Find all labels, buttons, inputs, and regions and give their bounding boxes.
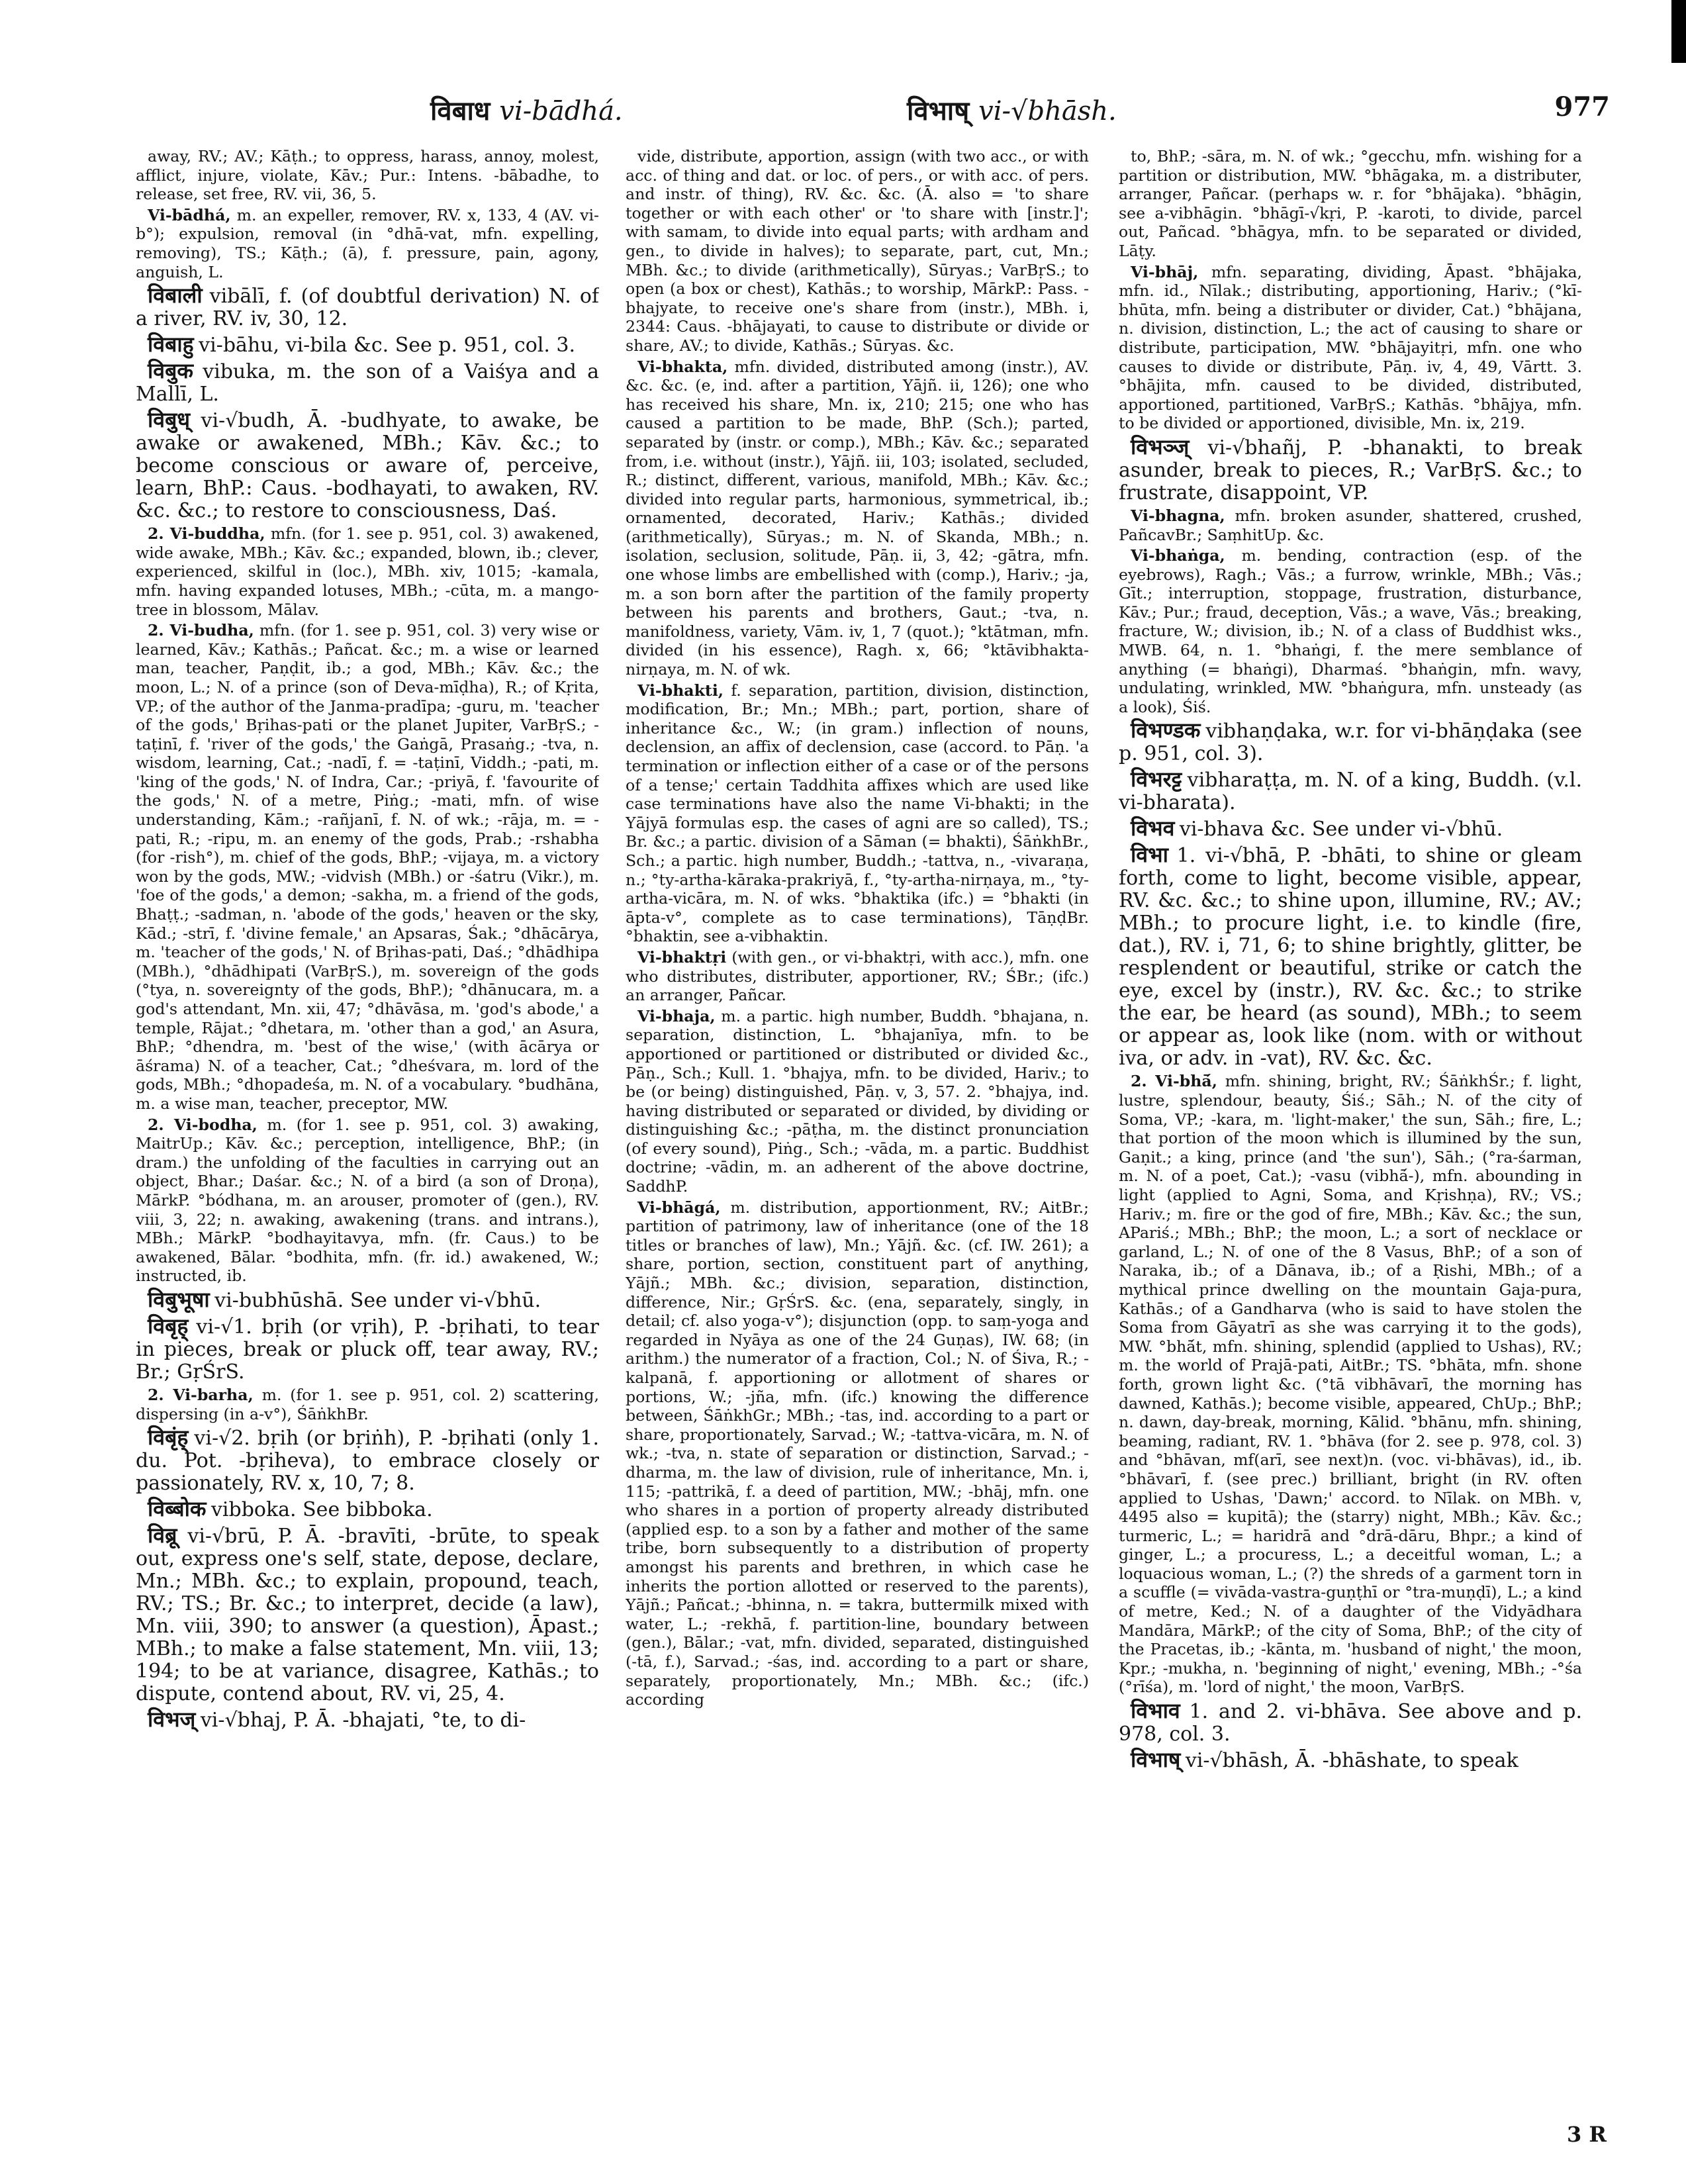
dictionary-entry [136,334,599,357]
dictionary-entry [1119,720,1582,765]
dictionary-entry [626,681,1089,946]
page-header [0,91,1686,138]
entry-headword: विबाहु [148,332,194,357]
entry-definition: m. distribution, apportionment, RV.; AitBr.; partition of patrimony, law of inheritance (one of the 18 titles or branches of law), Mn.; Yājñ. &c. (cf. IW. 261); a share, portion, section, constituent part of anything, Yājñ.; MBh. &c.; division, separation, distinction, difference, Nir.; GṛŚrS. &c. (ena, separately, singly, in detail; cf. also yoga-v°); disjunction (opp. to saṃ-yoga and regarded in Nyāya as one of the 24 Guṇas), IW. 68; (in arithm.) the numerator of a fraction, Col.; N. of Śiva, R.; -kalpanā, f. apportioning or allotment of shares or portions, W.; -jña, mfn. (ifc.) knowing the difference between, ŚāṅkhGr.; MBh.; -tas, ind. according to a part or share, proportionately, Sarvad.; W.; -tattva-vicāra, m. N. of wk.; -tva, n. state of separation or distinction, Sarvad.; -dharma, m. the law of division, rule of inheritance, Mn. i, 115; -pattrikā, f. a deed of partition, MW.; -bhāj, mfn. one who shares in a portion of property already distributed (applied esp. to a son by a father and mother of the same tribe, born subsequently to a distribution of property amongst his parents and brethren, in which case he inherits the portion allotted or reserved to the parents), Yājñ.; Pañcat.; -bhinna, n. = takra, buttermilk mixed with water, L.; -rekhā, f. partition-line, boundary between (gen.), Bālar.; -vat, mfn. divided, separated, distinguished (-tā, f.), Sarvad.; -śas, ind. according to a part or share, separately, proportionately, Mn.; MBh. &c.; (ifc.) according [626,1198,1089,1709]
entry-definition: vibboka. See bibboka. [211,1498,433,1522]
entry-headword: 2. Vi-bhā́, [1131,1072,1217,1091]
dictionary-entry [136,1116,599,1286]
left-head-devanagari: विबाध [430,95,491,126]
entry-definition: mfn. (for 1. see p. 951, col. 3) very wise or learned, Kāv.; Kathās.; Pañcat. &c.; m. a wise or learned man, teacher, Paṇḍit, ib.; a god, MBh.; Kāv. &c.; the moon, L.; N. of a prince (son of Deva-mīḍha), R.; of Kṛita, VP.; of the author of the Janma-pradīpa; -guru, m. 'teacher of the gods,' Bṛihas-pati or the planet Jupiter, VarBṛS.; -taṭinī, f. 'river of the gods,' the Gaṅgā, Prasaṅg.; -tva, n. wisdom, learning, Cat.; -nadī, f. = -taṭinī, Viddh.; -pati, m. 'king of the gods,' N. of Indra, Car.; -priyā, f. 'favourite of the gods,' N. of a metre, Piṅg.; -mati, mfn. of wise understanding, Kām.; -rañjanī, f. N. of wk.; -rāja, m. = -pati, R.; -ripu, m. an enemy of the gods, Prab.; -rshabha (for -rish°), m. chief of the gods, BhP.; -vijaya, m. a victory won by the gods, MW.; -vidvish (MBh.) or -śatru (Vikr.), m. 'foe of the gods,' a demon; -sakha, m. a friend of the gods, Bhaṭṭ.; -sadman, n. 'abode of the gods,' heaven or the sky, Kād.; -strī, f. 'divine female,' an Apsaras, Śak.; °dhācārya, m. 'teacher of the gods,' N. of Bṛihas-pati, Daś.; °dhādhipa (MBh.), °dhādhipati (VarBṛS.), m. sovereign of the gods (°tya, n. sovereignty of the gods, BhP.); °dhānucara, m. a god's attendant, Mn. xii, 47; °dhāvāsa, m. 'god's abode,' a temple, Rājat.; °dhetara, m. 'other than a god,' an Asura, BhP.; °dhendra, m. 'best of the wise,' (with ācārya or āśrama) N. of a teacher, Cat.; °dheśvara, m. lord of the gods, MBh.; °dhopadeśa, m. N. of a vocabulary. °budhāna, m. a wise man, teacher, preceptor, MW. [136,621,599,1113]
entry-definition: m. (for 1. see p. 951, col. 2) scattering, dispersing (in a-v°), ŚāṅkhBr. [136,1385,599,1423]
entry-headword: Vi-bhāgá, [637,1198,721,1217]
entry-headword: विबृह् [148,1313,189,1339]
entry-headword: विबाली [148,283,203,309]
entry-headword: 2. Vi-budha, [148,621,254,640]
left-head-translit: vi-bādhá. [499,96,623,126]
entry-headword: विभरट्ट [1131,767,1182,792]
entry-definition: vi-√bhāsh, Ā. -bhāshate, to speak [1185,1749,1519,1773]
entry-definition: vi-√bhaj, P. Ā. -bhajati, °te, to di- [200,1709,526,1733]
dictionary-columns [136,147,1582,2120]
entry-headword: Vi-bhakti, [637,681,724,700]
dictionary-entry [626,357,1089,679]
entry-headword: विबुध् [148,407,191,433]
dictionary-entry [136,524,599,619]
dictionary-entry [1119,434,1582,504]
entry-headword: Vi-bhaja, [637,1006,716,1025]
entry-definition: vi-bubhūshā. See under vi-√bhū. [214,1288,541,1312]
scan-edge-mark [1671,0,1686,63]
entry-definition: vibhaṇḍaka, w.r. for vi-bhāṇḍaka (see p. 951, col. 3). [1119,720,1582,766]
page-number: 977 [1554,91,1610,122]
dictionary-entry [136,1386,599,1423]
dictionary-entry [136,206,599,281]
entry-headword: विबुक [148,358,193,384]
entry-headword: Vi-bhaktṛi [637,947,727,967]
entry-definition: mfn. broken asunder, shattered, crushed, PañcavBr.; SaṃhitUp. &c. [1119,506,1582,544]
entry-definition: 1. and 2. vi-bhāva. See above and p. 978, col. 3. [1119,1700,1582,1746]
entry-headword: विभज् [148,1707,196,1733]
dictionary-entry [1119,263,1582,433]
entry-definition: vi-bhava &c. See under vi-√bhū. [1179,818,1503,841]
entry-definition: m. a partic. high number, Buddh. °bhajana, n. separation, distinction, L. °bhajanīya, mfn. to be apportioned or partitioned or distributed or divided &c., Pāṇ., Sch.; Kull. 1. °bhajya, mfn. to be divided, Hariv.; to be (or being) distinguished, Pāṇ. v, 3, 57. 2. °bhajya, ind. having distributed or separated or divided, by dividing or distinguishing &c.; -pāṭha, m. the distinct pronunciation (of every sound), Piṅg., Sch.; -vāda, m. a partic. Buddhist doctrine; -vādin, m. an adherent of the above doctrine, SaddhP. [626,1006,1089,1196]
right-head-devanagari: विभाष् [907,95,970,126]
entry-definition: vi-√2. bṛih (or bṛiṅh), P. -bṛihati (only 1. du. Pot. -bṛiheva), to embrace closely or passionately, RV. x, 10, 7; 8. [136,1427,599,1496]
entry-definition: vi-√budh, Ā. -budhyate, to awake, be awake or awakened, MBh.; Kāv. &c.; to become conscious or aware of, perceive, learn, BhP.: Caus. -bodhayati, to awaken, RV. &c. &c.; to restore to consciousness, Daś. [136,409,599,523]
entry-definition: vi-√bhañj, P. -bhanakti, to break asunder, break to pieces, R.; VarBṛS. &c.; to frustrate, disappoint, VP. [1119,436,1582,504]
entry-definition: vibharaṭṭa, m. N. of a king, Buddh. (v.l. vi-bharata). [1119,769,1582,815]
dictionary-entry [136,1709,599,1732]
dictionary-entry [626,147,1089,356]
dictionary-entry [136,1525,599,1705]
dictionary-entry [1119,1698,1582,1746]
entry-headword: 2. Vi-barha, [148,1385,254,1404]
entry-definition: m. (for 1. see p. 951, col. 3) awaking, MaitrUp.; Kāv. &c.; perception, intelligence, BhP.; (in dram.) the unfolding of the faculties in carrying out an object, Bhar.; Daśar. &c.; N. of a bird (a son of Droṇa), MārkP. °bódhana, m. an arouser, promoter of (gen.), RV. viii, 3, 22; n. awaking, awakening (trans. and intrans.), MBh.; MārkP. °bodhayitavya, mfn. (fr. Caus.) to be awakened, Bālar. °bodhita, mfn. (fr. id.) awakened, W.; instructed, ib. [136,1115,599,1286]
entry-headword: विबृंह् [148,1425,189,1450]
entry-headword: 2. Vi-bodha, [148,1115,258,1134]
column-2 [626,147,1089,2107]
entry-definition: mfn. divided, distributed among (instr.), AV. &c. &c. (e, ind. after a partition, Yājñ. ii, 126); one who has received his share, Mn. ix, 210; 215; one who has caused a partition to be made, BhP. (Sch.); parted, separated by (instr. or comp.), MBh.; Kāv. &c.; separated from, i.e. without (instr.), Yājñ. iii, 103; isolated, secluded, R.; distinct, different, various, manifold, MBh.; Kāv. &c.; divided into regular parts, harmonious, symmetrical, ib.; ornamented, decorated, Hariv.; Kathās.; divided (arithmetically), Sūryas.; m. N. of Skanda, MBh.; n. isolation, seclusion, solitude, Pāṇ. ii, 3, 42; -gātra, mfn. one whose limbs are embellished with (comp.), Hariv.; -ja, m. a son born after the partition of the family property between his parents and brothers, Gaut.; -tva, n. manifoldness, variety, Vām. iv, 1, 7 (quot.); °ktātman, mfn. divided (in his essence), Ragh. x, 66; °ktāvibhakta-nirṇaya, m. N. of wk. [626,357,1089,679]
entry-definition: vibuka, m. the son of a Vaiśya and a Mallī, L. [136,360,599,406]
entry-headword: विभव [1131,816,1175,841]
dictionary-entry [136,1313,599,1384]
entry-headword: Vi-bādhá, [148,205,231,224]
right-head-translit: vi-√bhāsh. [978,96,1117,126]
dictionary-entry [136,407,599,523]
dictionary-entry [626,948,1089,1005]
dictionary-entry [1119,769,1582,814]
entry-definition: away, RV.; AV.; Kāṭh.; to oppress, harass, annoy, molest, afflict, injure, violate, Kāv.; Pur.: Intens. -bābadhe, to release, set free, RV. vii, 36, 5. [136,147,599,204]
dictionary-entry [1119,818,1582,841]
entry-definition: 1. vi-√bhā, P. -bhāti, to shine or gleam forth, come to light, become visible, appear, RV. &c. &c.; to shine upon, illumine, RV.; AV.; MBh.; to procure light, i.e. to kindle (fire, dat.), RV. i, 71, 6; to shine brightly, glitter, be resplendent or beautiful, strike or catch the eye, excel by (instr.), RV. &c. &c.; to strike the ear, be heard (as sound), MBh.; to seem or appear as, look like (nom. with or without iva, or adv. in -vat), RV. &c. &c. [1119,844,1582,1070]
entry-headword: विभाव [1131,1698,1180,1724]
entry-headword: विभा [1131,842,1168,868]
dictionary-entry [136,1427,599,1495]
dictionary-entry [136,621,599,1113]
entry-definition: mfn. shining, bright, RV.; ŚāṅkhŚr.; f. light, lustre, splendour, beauty, Śiś.; Sāh.; N. of the city of Soma, VP.; -kara, m. 'light-maker,' the sun, Sāh.; fire, L.; that portion of the moon which is illumined by the sun, Gaṇit.; a king, prince (and 'the sun'), Sāh.; (°ra-śarman, m. N. of a poet, Cat.); -vasu (vibhā́-), mfn. abounding in light (applied to Agni, Soma, and Kṛishṇa), RV.; VS.; Hariv.; m. fire or the god of fire, MBh.; Kāv. &c.; the sun, APariś.; MBh.; BhP.; the moon, L.; a sort of necklace or garland, L.; N. of one of the 8 Vasus, BhP.; of a son of Naraka, ib.; of a Dānava, ib.; of a Ṛishi, MBh.; of a mythical prince dwelling on the mountain Gaja-pura, Kathās.; of a Gandharva (who is said to have stolen the Soma from Gāyatrī as she was carrying it to the gods), MW. °bhā́t, mfn. shining, splendid (applied to Ushas), RV.; m. the world of Prajā-pati, AitBr.; TS. °bhāta, mfn. shone forth, grown light &c. (°tā vibhāvarī, the morning has dawned, Kathās.); become visible, appeared, ChUp.; BhP.; n. dawn, day-break, morning, Kālid. °bhānu, mfn. shining, beaming, radiant, RV. 1. °bhāva (for 2. see p. 978, col. 3) and °bhāvan, mf(arī, see next)n. (voc. vi-bhāvas), id., ib. °bhāvarī, f. (see prec.) brilliant, bright (in RV. often applied to Ushas, 'Dawn;' accord. to Nīlak. on MBh. v, 4495 also = kupitā); the (starry) night, MBh.; Kāv. &c.; turmeric, L.; = haridrā and °drā-dāru, Bhpr.; a kind of ginger, L.; a procuress, L.; a deceitful woman, L.; a loquacious woman, L.; (?) the shreds of a garment torn in a scuffle (= vivāda-vastra-guṇṭhī or °tra-muṇḍī), L.; a kind of metre, Ked.; N. of a daughter of the Vidyādhara Mandāra, MārkP.; of the city of Soma, BhP.; of the city of the Pracetas, ib.; -kānta, m. 'husband of night,' the moon, Kpr.; -mukha, n. 'beginning of night,' evening, MBh.; -°śa (°rīśa), m. 'lord of night,' the moon, VarBṛS. [1119,1072,1582,1697]
entry-definition: vibālī, f. (of doubtful derivation) N. of a river, RV. iv, 30, 12. [136,285,599,331]
entry-headword: Vi-bhagna, [1131,506,1225,525]
entry-definition: (with gen., or vi-bhaktṛi, with acc.), mfn. one who distributes, distributer, apportioner, RV.; ŚBr.; (ifc.) an arranger, Pañcar. [626,947,1089,1005]
left-running-head [430,91,623,128]
entry-definition: f. separation, partition, division, distinction, modification, Br.; Mn.; MBh.; part, portion, share of inheritance &c., W.; (in gram.) inflection of nouns, declension, an affix of declension, case (accord. to Pāṇ. 'a termination or inflection either of a case or of the persons of a tense;' certain Taddhita affixes which are used like case terminations have also the name Vi-bhakti; in the Yājyā formulas esp. the cases of agni are so called), TS.; Br. &c.; a partic. division of a Sāman (= bhakti), ŚāṅkhBr., Sch.; a partic. high number, Buddh.; -tattva, n., -vivaraṇa, n.; °ty-artha-kāraka-prakriyā, f., °ty-artha-nirṇaya, m., °ty-artha-vicāra, m. N. of wks. °bhaktika (ifc.) = °bhakti (in āpta-v°, complete as to case terminations), TāṇḍBr. °bhaktin, see a-vibhaktin. [626,681,1089,946]
entry-definition: vide, distribute, apportion, assign (with two acc., or with acc. of thing and dat. or loc. of pers., or with acc. of pers. and instr. of thing), RV. &c. &c. (Ā. also = 'to share together or with each other' or 'to share with [instr.]'; with samam, to divide into equal parts; with ardham and gen., to divide in halves); to separate, part, cut, Mn.; MBh. &c.; to divide (arithmetically), Sūryas.; VarBṛS.; to open (a box or chest), Kathās.; to worship, MārkP.: Pass. -bhajyate, to receive one's share from (instr.), MBh. i, 2344: Caus. -bhājayati, to cause to distribute or divide or share, AV.; to divide, Kathās.; Sūryas. &c. [626,147,1089,355]
dictionary-entry [1119,1072,1582,1697]
dictionary-entry [136,1286,599,1312]
signature-mark: 3 R [1567,2122,1607,2147]
dictionary-entry [136,358,599,406]
entry-headword: Vi-bhakta, [637,357,728,376]
dictionary-entry [1119,506,1582,544]
entry-definition: to, BhP.; -sāra, m. N. of wk.; °gecchu, mfn. wishing for a partition or distribution, MW. °bhāgaka, m. a distributer, arranger, Pañcar. (perhaps w. r. for °bhājaka). °bhāgin, see a-vibhāgin. °bhāgī-√kṛi, P. -karoti, to divide, parcel out, Pañcad. °bhāgya, mfn. to be separated or divided, Lāṭy. [1119,147,1582,260]
dictionary-entry [1119,842,1582,1070]
right-running-head [907,91,1117,128]
dictionary-entry [136,147,599,204]
dictionary-entry [1119,1747,1582,1773]
entry-headword: 2. Vi-buddha, [148,524,265,544]
entry-definition: vi-√1. bṛih (or vṛih), P. -bṛihati, to tear in pieces, break or pluck off, tear away, RV.; Br.; GṛŚrS. [136,1315,599,1384]
dictionary-entry [626,1007,1089,1196]
entry-definition: vi-bāhu, vi-bila &c. See p. 951, col. 3. [199,334,576,357]
entry-definition: m. an expeller, remover, RV. x, 133, 4 (AV. vi-b°); expulsion, removal (in °dhā-vat, mfn. expelling, removing), TS.; Kāṭh.; (ā), f. pressure, pain, agony, anguish, L. [136,205,599,281]
entry-headword: विब्बोक [148,1496,207,1522]
entry-definition: vi-√brū, P. Ā. -bravīti, -brūte, to speak out, express one's self, state, depose, declare, Mn.; MBh. &c.; to explain, propound, teach, RV.; TS.; Br. &c.; to interpret, decide (a law), Mn. viii, 390; to answer (a question), Āpast.; MBh.; to make a false statement, Mn. viii, 13; 194; to be at variance, disagree, Kathās.; to dispute, contend about, RV. vi, 25, 4. [136,1525,599,1706]
column-1 [136,147,599,2107]
entry-headword: विभण्डक [1131,718,1201,743]
dictionary-entry [1119,546,1582,716]
entry-definition: mfn. separating, dividing, Āpast. °bhājaka, mfn. id., Nīlak.; distributing, apportioning, Hariv.; (°kī-bhūta, mfn. being a distributer or divider, Cat.) °bhājana, n. division, distinction, L.; the act of causing to share or distribute, participation, MW. °bhājayitṛi, mfn. one who causes to divide or distribute, Pāṇ. iv, 4, 49, Vārtt. 3. °bhājita, mfn. caused to be divided, distributed, apportioned, partitioned, VarBṛS.; Kathās. °bhājya, mfn. to be divided or apportioned, divisible, Mn. ix, 219. [1119,262,1582,433]
entry-definition: m. bending, contraction (esp. of the eyebrows), Ragh.; Vās.; a furrow, wrinkle, MBh.; Vās.; Gīt.; interruption, stoppage, frustration, disturbance, Kāv.; Pur.; fraud, deception, Vās.; a wave, Vās.; breaking, fracture, W.; division, ib.; N. of a class of Buddhist wks., MWB. 64, n. 1. °bhaṅgi, f. the mere semblance of anything (= bhaṅgi), Dharmaś. °bhaṅgin, mfn. wavy, undulating, wrinkled, MW. °bhaṅgura, mfn. unsteady (as a look), Śiś. [1119,546,1582,716]
entry-definition: mfn. (for 1. see p. 951, col. 3) awakened, wide awake, MBh.; Kāv. &c.; expanded, blown, ib.; clever, experienced, skilful in (loc.), MBh. xiv, 1015; -kamala, mfn. having expanded lotuses, MBh.; -cūta, m. a mango-tree in blossom, Mālav. [136,524,599,619]
entry-headword: विभाष् [1131,1747,1181,1773]
entry-headword: Vi-bhaṅga, [1131,546,1225,565]
entry-headword: विभञ्ज् [1131,434,1190,459]
column-3 [1119,147,1582,2107]
entry-headword: विब्रू [148,1523,177,1548]
entry-headword: Vi-bhāj, [1131,262,1199,281]
entry-headword: विबुभूषा [148,1286,210,1312]
dictionary-entry [626,1198,1089,1709]
dictionary-entry [136,1496,599,1522]
dictionary-entry [136,285,599,330]
dictionary-entry [1119,147,1582,261]
